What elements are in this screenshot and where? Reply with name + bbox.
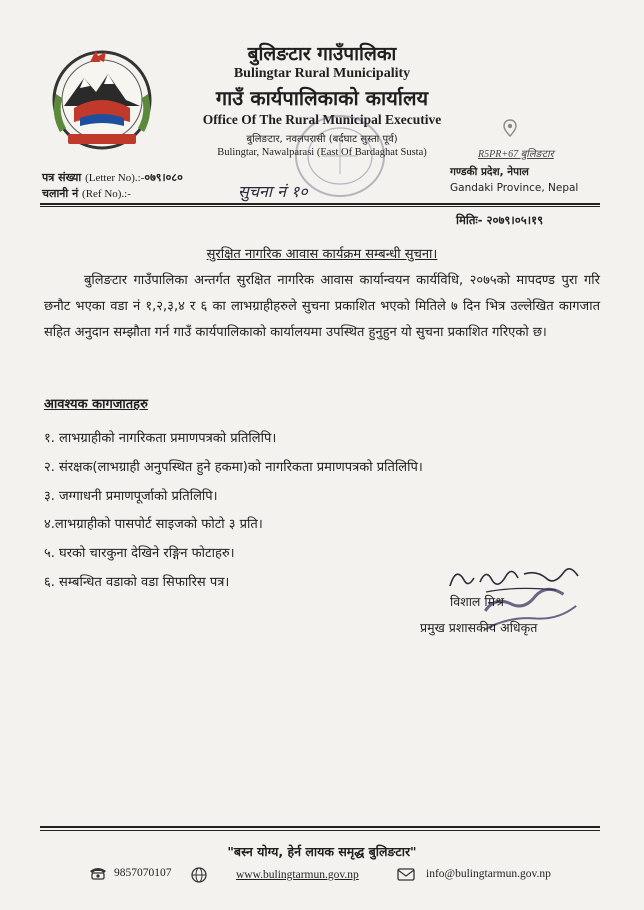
document-item: ५. घरको चारकुना देखिने रङ्गिन फोटाहरु। [44,546,235,561]
letter-label-en: (Letter No).:- [85,172,145,184]
footer-email[interactable] [396,866,551,882]
municipality-name-np: बुलिङटार गाउँपालिका [247,43,397,65]
office-name-en: Office Of The Rural Municipal Executive [202,112,442,127]
signer-title: प्रमुख प्रशासकीय अधिकृत [420,620,538,635]
email-address: info@bulingtarmun.gov.np [426,868,551,880]
signer-name: विशाल मिश्र [450,594,504,609]
telephone-icon [88,866,108,880]
ref-number [42,186,131,201]
letter-label-np: पत्र संख्या [42,171,82,184]
documents-heading: आवश्यक कागजातहरु [44,397,148,412]
footer-divider [40,826,600,828]
document-item: ६. सम्बन्धित वडाको वडा सिफारिस पत्र। [44,575,230,590]
location-pin-icon [503,119,517,137]
letter-number [42,170,183,185]
notice-body: बुलिङटार गाउँपालिका अन्तर्गत सुरक्षित नागरिक आवास कार्यान्वयन कार्यविधि, २०७५को मापदण्ड पुरा गरि छनौट भएका वडा नं १,२,३,४ र ६ का लाभग्राहीहरुले सुचना प्रकाशित भएको मितिले ७ दिन भित्र उल्लेखित कागजात सहित अनुदान सम्झौता गर्न गाउँ कार्यपालिकाको कार्यालयमा उपस्थित हुनुहुन यो सुचना प्रकाशित गरिएको छ। [44,273,600,340]
header-divider-thin [40,206,600,207]
document-item: ४.लाभग्राहीको पासपोर्ट साइजको फोटो ३ प्रति। [44,517,263,532]
office-name-np: गाउँ कार्यपालिकाको कार्यालय [215,86,429,110]
footer-phone[interactable] [88,866,172,880]
province-np: गण्डकी प्रदेश, नेपाल [450,166,529,178]
footer-slogan: "बस्न योग्य, हेर्न लायक समृद्ध बुलिङटार" [227,844,417,859]
globe-icon [190,866,208,884]
document-item: ३. जग्गाधनी प्रमाणपूर्जाको प्रतिलिपि। [44,489,218,504]
document-item: २. संरक्षक(लाभग्राही अनुपस्थित हुने हकमा)को नागरिकता प्रमाणपत्रको प्रतिलिपि। [44,460,423,475]
plus-code: R5PR+67 बुलिङटार [478,149,554,160]
phone-number: 9857070107 [114,867,172,879]
notice-date: मितिः- २०७९।०५।१९ [456,213,544,227]
municipality-name-en: Bulingtar Rural Municipality [233,66,411,81]
website-link[interactable]: www.bulingtarmun.gov.np [236,869,359,881]
footer-website[interactable] [190,866,359,884]
footer-divider-thin [40,830,600,831]
ref-handwritten: सुचना नं १० [238,182,308,201]
ref-label-np: चलानी नं [42,187,79,200]
address-np: बुलिङटार, नवलपरासी (बर्दघाट सुस्ता पूर्व) [246,134,398,145]
document-item: १. लाभग्राहीको नागरिकता प्रमाणपत्रको प्रतिलिपि। [44,431,277,446]
email-icon [396,866,416,882]
letter-value: ०७९।०८० [144,171,183,184]
header-divider [40,203,600,205]
notice-subject: सुरक्षित नागरिक आवास कार्यक्रम सम्बन्धी सुचना। [206,247,438,262]
address-en: Bulingtar, Nawalparasi (East Of Bardaghat Susta) [217,147,427,158]
ref-label-en: (Ref No).:- [82,188,131,200]
province-en: Gandaki Province, Nepal [450,182,579,194]
